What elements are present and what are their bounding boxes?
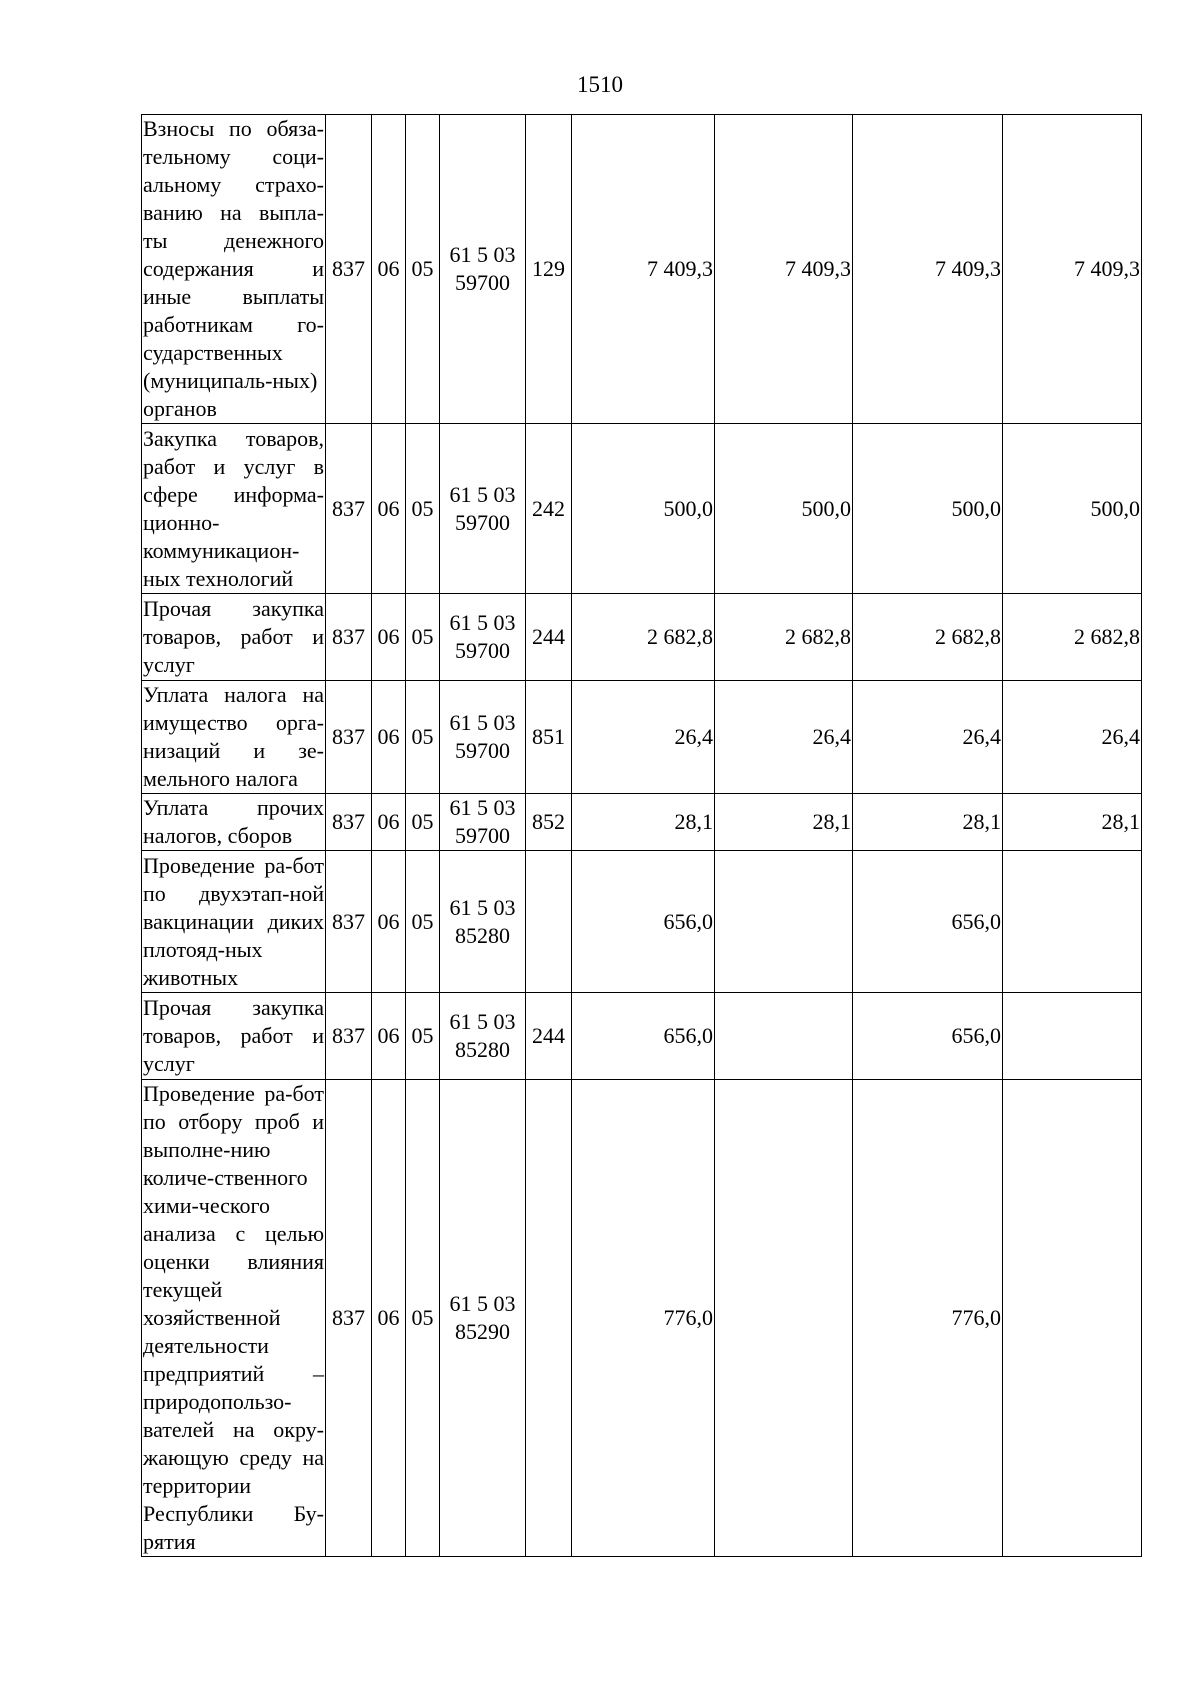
target-article-line-2: 59700 xyxy=(455,738,510,763)
subsection-code-cell: 05 xyxy=(406,794,440,851)
table-row xyxy=(142,681,1142,794)
amount-cell-2: 28,1 xyxy=(715,794,853,851)
amount-cell-1: 656,0 xyxy=(572,851,715,993)
expense-type-cell: 129 xyxy=(526,115,572,424)
expense-type-cell: 244 xyxy=(526,594,572,681)
grbs-code-cell: 837 xyxy=(326,794,372,851)
amount-cell-1: 500,0 xyxy=(572,424,715,594)
expense-type-cell: 852 xyxy=(526,794,572,851)
section-code-cell: 06 xyxy=(372,681,406,794)
table-row xyxy=(142,115,1142,424)
target-article-line-2: 59700 xyxy=(455,823,510,848)
row-name-cell: Закупка товаров, работ и услуг в сфере информа-ционно-коммуникацион-ных технологий xyxy=(142,424,326,594)
target-article-line-1: 61 5 03 xyxy=(449,1291,516,1316)
target-article-line-1: 61 5 03 xyxy=(449,795,516,820)
target-article-line-2: 59700 xyxy=(455,638,510,663)
target-article-cell xyxy=(440,594,526,681)
table-row xyxy=(142,993,1142,1080)
target-article-line-1: 61 5 03 xyxy=(449,1009,516,1034)
budget-table xyxy=(141,114,1142,1557)
row-name-cell: Проведение ра-бот по двухэтап-ной вакцинации диких плотояд-ных животных xyxy=(142,851,326,993)
section-code-cell: 06 xyxy=(372,794,406,851)
section-code-cell: 06 xyxy=(372,851,406,993)
target-article-cell xyxy=(440,1080,526,1557)
target-article-line-2: 85280 xyxy=(455,1037,510,1062)
target-article-cell xyxy=(440,794,526,851)
amount-cell-3: 7 409,3 xyxy=(853,115,1003,424)
amount-cell-1: 656,0 xyxy=(572,993,715,1080)
amount-cell-4: 500,0 xyxy=(1003,424,1142,594)
target-article-line-1: 61 5 03 xyxy=(449,242,516,267)
grbs-code-cell: 837 xyxy=(326,851,372,993)
amount-cell-2: 26,4 xyxy=(715,681,853,794)
grbs-code-cell: 837 xyxy=(326,1080,372,1557)
target-article-cell xyxy=(440,424,526,594)
amount-cell-1: 7 409,3 xyxy=(572,115,715,424)
grbs-code-cell: 837 xyxy=(326,424,372,594)
amount-cell-4 xyxy=(1003,1080,1142,1557)
target-article-line-1: 61 5 03 xyxy=(449,610,516,635)
row-name-cell: Прочая закупка товаров, работ и услуг xyxy=(142,993,326,1080)
grbs-code-cell: 837 xyxy=(326,681,372,794)
target-article-cell xyxy=(440,115,526,424)
target-article-line-2: 85290 xyxy=(455,1319,510,1344)
amount-cell-2: 7 409,3 xyxy=(715,115,853,424)
row-name-cell: Уплата прочих налогов, сборов xyxy=(142,794,326,851)
target-article-line-1: 61 5 03 xyxy=(449,894,516,920)
table-row xyxy=(142,851,1142,993)
section-code-cell: 06 xyxy=(372,993,406,1080)
target-article-line-1: 61 5 03 xyxy=(449,710,516,735)
target-article-line-1: 61 5 03 xyxy=(449,481,516,507)
amount-cell-2: 500,0 xyxy=(715,424,853,594)
table-row xyxy=(142,594,1142,681)
amount-cell-3: 776,0 xyxy=(853,1080,1003,1557)
expense-type-cell xyxy=(526,1080,572,1557)
row-name-cell: Прочая закупка товаров, работ и услуг xyxy=(142,594,326,681)
table-row xyxy=(142,794,1142,851)
grbs-code-cell: 837 xyxy=(326,115,372,424)
amount-cell-3: 28,1 xyxy=(853,794,1003,851)
table-row xyxy=(142,1080,1142,1557)
target-article-cell xyxy=(440,993,526,1080)
amount-cell-4 xyxy=(1003,993,1142,1080)
amount-cell-3: 656,0 xyxy=(853,851,1003,993)
amount-cell-2 xyxy=(715,1080,853,1557)
amount-cell-2 xyxy=(715,851,853,993)
target-article-cell xyxy=(440,851,526,993)
subsection-code-cell: 05 xyxy=(406,993,440,1080)
amount-cell-1: 28,1 xyxy=(572,794,715,851)
subsection-code-cell: 05 xyxy=(406,115,440,424)
section-code-cell: 06 xyxy=(372,594,406,681)
amount-cell-1: 2 682,8 xyxy=(572,594,715,681)
expense-type-cell xyxy=(526,851,572,993)
amount-cell-1: 26,4 xyxy=(572,681,715,794)
section-code-cell: 06 xyxy=(372,1080,406,1557)
amount-cell-4: 2 682,8 xyxy=(1003,594,1142,681)
expense-type-cell: 851 xyxy=(526,681,572,794)
subsection-code-cell: 05 xyxy=(406,851,440,993)
row-name-cell: Проведение ра-бот по отбору проб и выполне-нию количе-ственного хими-ческого анализа с целью оценки влияния текущей хозяйственной деятельности предприятий – природопользо-вателей на окру-жающую среду на территории Республики Бу-рятия xyxy=(142,1080,326,1557)
grbs-code-cell: 837 xyxy=(326,993,372,1080)
amount-cell-2 xyxy=(715,993,853,1080)
expense-type-cell: 242 xyxy=(526,424,572,594)
amount-cell-4: 7 409,3 xyxy=(1003,115,1142,424)
subsection-code-cell: 05 xyxy=(406,681,440,794)
subsection-code-cell: 05 xyxy=(406,424,440,594)
row-name-cell: Взносы по обяза-тельному соци-альному страхо-ванию на выпла-ты денежного содержания и иные выплаты работникам го-сударственных (муниципаль-ных) органов xyxy=(142,115,326,424)
amount-cell-3: 500,0 xyxy=(853,424,1003,594)
amount-cell-3: 2 682,8 xyxy=(853,594,1003,681)
amount-cell-4 xyxy=(1003,851,1142,993)
target-article-line-2: 59700 xyxy=(455,270,510,295)
target-article-cell xyxy=(440,681,526,794)
grbs-code-cell: 837 xyxy=(326,594,372,681)
target-article-line-2: 85280 xyxy=(455,922,510,948)
subsection-code-cell: 05 xyxy=(406,1080,440,1557)
amount-cell-4: 26,4 xyxy=(1003,681,1142,794)
section-code-cell: 06 xyxy=(372,115,406,424)
page-number: 1510 xyxy=(577,72,623,97)
amount-cell-2: 2 682,8 xyxy=(715,594,853,681)
row-name-cell: Уплата налога на имущество орга-низаций и зе-мельного налога xyxy=(142,681,326,794)
target-article-line-2: 59700 xyxy=(455,509,510,535)
amount-cell-3: 656,0 xyxy=(853,993,1003,1080)
amount-cell-3: 26,4 xyxy=(853,681,1003,794)
section-code-cell: 06 xyxy=(372,424,406,594)
amount-cell-1: 776,0 xyxy=(572,1080,715,1557)
subsection-code-cell: 05 xyxy=(406,594,440,681)
amount-cell-4: 28,1 xyxy=(1003,794,1142,851)
table-row xyxy=(142,424,1142,594)
expense-type-cell: 244 xyxy=(526,993,572,1080)
